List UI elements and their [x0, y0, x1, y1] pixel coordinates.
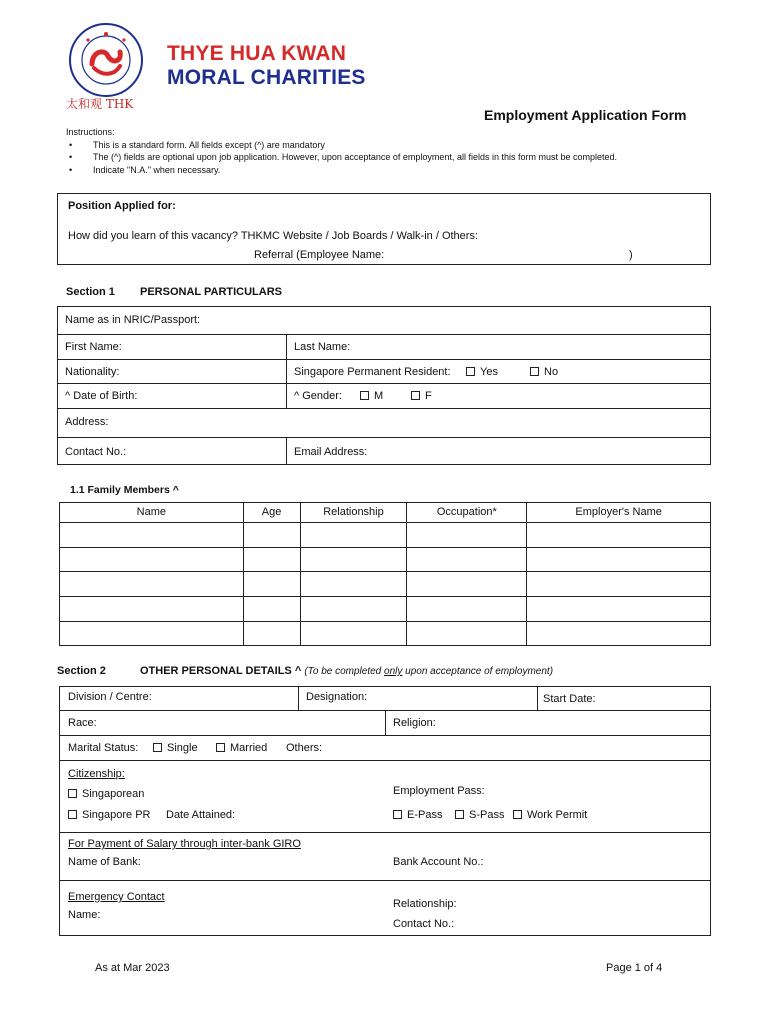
instruction-item: • Indicate "N.A." when necessary. — [66, 164, 617, 177]
section1-number: Section 1 — [66, 286, 115, 298]
table-cell[interactable] — [407, 572, 527, 597]
pr-no-checkbox[interactable]: No — [530, 366, 558, 378]
date-of-birth-field[interactable]: ^ Date of Birth: — [65, 390, 138, 402]
checkbox-icon[interactable] — [455, 810, 464, 819]
table-cell[interactable] — [527, 572, 711, 597]
giro-label: For Payment of Salary through inter-bank GIRO — [68, 838, 301, 850]
column-header: Occupation* — [407, 503, 527, 523]
table-cell[interactable] — [527, 621, 711, 646]
table-cell[interactable] — [243, 547, 300, 572]
page-number: Page 1 of 4 — [606, 962, 663, 974]
pr-yes-checkbox[interactable]: Yes — [466, 366, 498, 378]
column-header: Relationship — [300, 503, 407, 523]
start-date-field[interactable]: Start Date: — [543, 693, 596, 705]
table-cell[interactable] — [60, 621, 244, 646]
work-permit-checkbox[interactable]: Work Permit — [513, 809, 587, 821]
designation-field[interactable]: Designation: — [306, 691, 368, 703]
vacancy-source-question[interactable]: How did you learn of this vacancy? THKMC Website / Job Boards / Walk-in / Others: — [68, 230, 479, 242]
full-name-field[interactable]: Name as in NRIC/Passport: — [65, 314, 201, 326]
table-cell[interactable] — [300, 572, 407, 597]
checkbox-icon[interactable] — [466, 367, 475, 376]
org-short-name: 太和观 THK — [66, 97, 134, 111]
table-header-row — [60, 503, 711, 523]
contact-number-field[interactable]: Contact No.: — [65, 446, 127, 458]
org-logo — [64, 22, 384, 114]
marital-single-checkbox[interactable]: Single — [153, 742, 198, 754]
singapore-pr-checkbox[interactable]: Singapore PR — [68, 809, 151, 821]
email-address-field[interactable]: Email Address: — [294, 446, 368, 458]
referral-close: ) — [629, 249, 633, 261]
table-cell[interactable] — [300, 523, 407, 548]
date-attained-field[interactable]: Date Attained: — [166, 809, 236, 821]
org-name-line2: MORAL CHARITIES — [167, 66, 366, 89]
employment-pass-label: Employment Pass: — [393, 785, 485, 797]
first-name-field[interactable]: First Name: — [65, 341, 122, 353]
instruction-item: • This is a standard form. All fields except (^) are mandatory — [66, 139, 617, 152]
singaporean-checkbox[interactable]: Singaporean — [68, 788, 144, 800]
table-cell[interactable] — [407, 621, 527, 646]
section2-note: (To be completed only upon acceptance of employment) — [304, 666, 554, 677]
bank-name-field[interactable]: Name of Bank: — [68, 856, 141, 868]
table-cell[interactable] — [60, 523, 244, 548]
table-cell[interactable] — [300, 621, 407, 646]
checkbox-icon[interactable] — [360, 391, 369, 400]
table-cell[interactable] — [300, 547, 407, 572]
table-row — [60, 621, 711, 646]
marital-status-label: Marital Status: — [68, 742, 139, 754]
marital-others-field[interactable]: Others: — [286, 742, 323, 754]
address-field[interactable]: Address: — [65, 416, 109, 428]
checkbox-icon[interactable] — [68, 789, 77, 798]
spass-checkbox[interactable]: S-Pass — [455, 809, 504, 821]
marital-married-checkbox[interactable]: Married — [216, 742, 267, 754]
table-row — [60, 572, 711, 597]
table-cell[interactable] — [60, 547, 244, 572]
table-cell[interactable] — [527, 547, 711, 572]
religion-field[interactable]: Religion: — [393, 717, 436, 729]
pr-label: Singapore Permanent Resident: — [294, 366, 451, 378]
table-row — [60, 547, 711, 572]
bank-account-field[interactable]: Bank Account No.: — [393, 856, 484, 868]
column-header: Name — [60, 503, 244, 523]
table-cell[interactable] — [407, 523, 527, 548]
version-date: As at Mar 2023 — [95, 962, 170, 974]
checkbox-icon[interactable] — [153, 743, 162, 752]
table-cell[interactable] — [243, 597, 300, 622]
table-cell[interactable] — [243, 621, 300, 646]
column-header: Age — [243, 503, 300, 523]
table-cell[interactable] — [407, 597, 527, 622]
nationality-field[interactable]: Nationality: — [65, 366, 120, 378]
gender-label: ^ Gender: — [294, 390, 342, 402]
org-name-line1: THYE HUA KWAN — [167, 42, 347, 65]
checkbox-icon[interactable] — [393, 810, 402, 819]
table-row — [60, 523, 711, 548]
family-members-table — [59, 502, 711, 646]
last-name-field[interactable]: Last Name: — [294, 341, 351, 353]
table-cell[interactable] — [407, 547, 527, 572]
table-cell[interactable] — [243, 523, 300, 548]
gender-m-checkbox[interactable]: M — [360, 390, 383, 402]
checkbox-icon[interactable] — [411, 391, 420, 400]
thk-seal-icon — [68, 22, 144, 98]
race-field[interactable]: Race: — [68, 717, 97, 729]
section2-title: OTHER PERSONAL DETAILS ^ (To be completed only upon acceptance of employment) — [140, 665, 554, 677]
instructions — [66, 126, 617, 176]
table-cell[interactable] — [527, 523, 711, 548]
table-row — [60, 597, 711, 622]
checkbox-icon[interactable] — [68, 810, 77, 819]
table-cell[interactable] — [527, 597, 711, 622]
epass-checkbox[interactable]: E-Pass — [393, 809, 442, 821]
position-applied-label: Position Applied for: — [68, 200, 176, 212]
section2-number: Section 2 — [57, 665, 106, 677]
section1-title: PERSONAL PARTICULARS — [140, 286, 282, 298]
gender-f-checkbox[interactable]: F — [411, 390, 432, 402]
column-header: Employer's Name — [527, 503, 711, 523]
table-cell[interactable] — [243, 572, 300, 597]
checkbox-icon[interactable] — [513, 810, 522, 819]
emergency-contact-number-field[interactable]: Contact No.: — [393, 918, 455, 930]
table-cell[interactable] — [60, 572, 244, 597]
division-centre-field[interactable]: Division / Centre: — [68, 691, 152, 703]
table-cell[interactable] — [300, 597, 407, 622]
emergency-name-field[interactable]: Name: — [68, 909, 101, 921]
form-title: Employment Application Form — [484, 107, 687, 123]
instructions-heading: Instructions: — [66, 127, 115, 137]
referral-label[interactable]: Referral (Employee Name: — [254, 249, 385, 261]
emergency-relationship-field[interactable]: Relationship: — [393, 898, 457, 910]
personal-particulars-box — [57, 306, 711, 465]
citizenship-label: Citizenship: — [68, 768, 125, 780]
instruction-item: • The (^) fields are optional upon job application. However, upon acceptance of employment, all fields in this form must be completed. — [66, 151, 617, 164]
checkbox-icon[interactable] — [216, 743, 225, 752]
checkbox-icon[interactable] — [530, 367, 539, 376]
table-cell[interactable] — [60, 597, 244, 622]
family-members-title: 1.1 Family Members ^ — [70, 484, 179, 496]
emergency-contact-label: Emergency Contact — [68, 891, 165, 903]
